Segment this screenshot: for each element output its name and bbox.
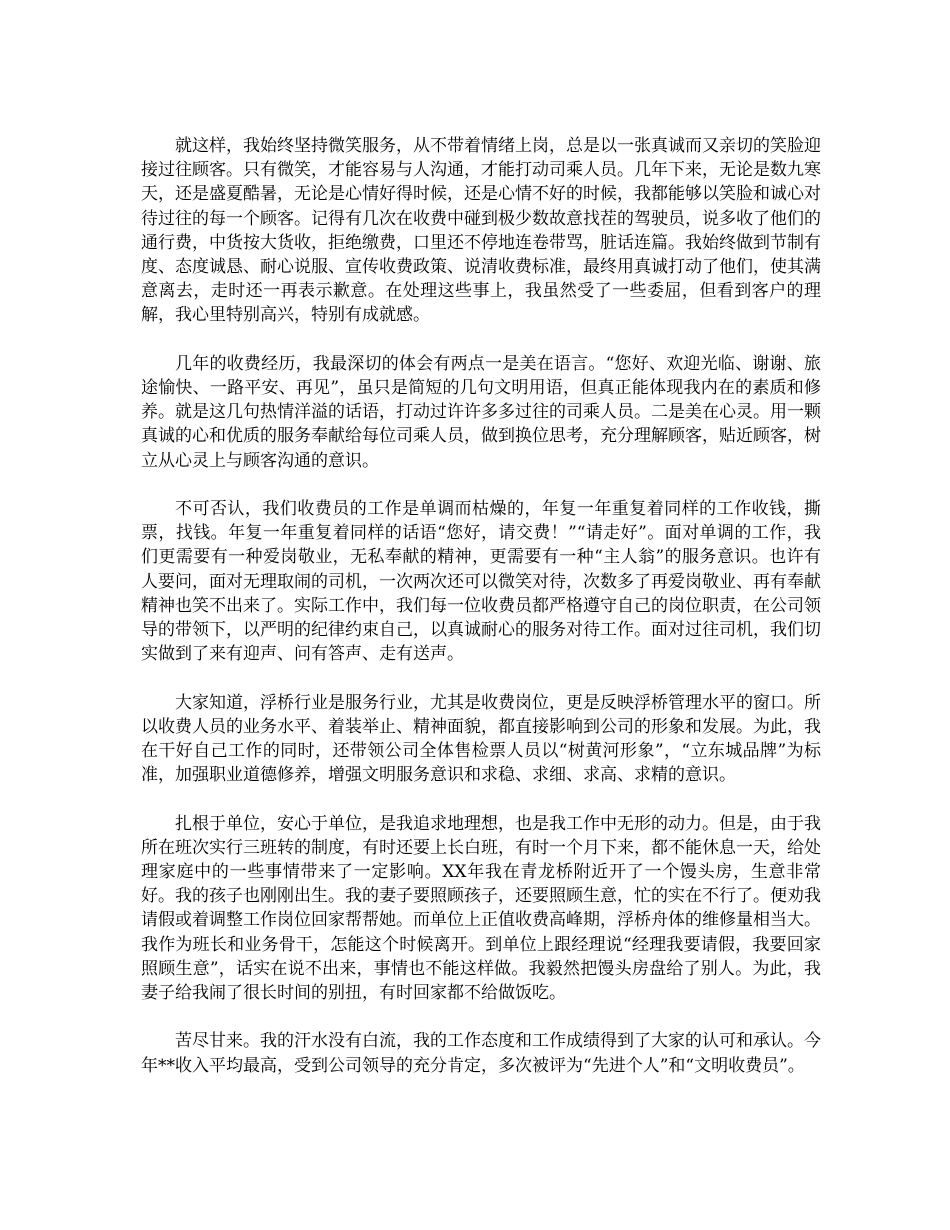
paragraph-smile-service: 就这样，我始终坚持微笑服务，从不带着情绪上岗，总是以一张真诚而又亲切的笑脸迎接过往顾客。只有微笑，才能容易与人沟通，才能打动司乘人员。几年下来，无论是数九寒天，还是盛夏酷暑，无论是心情好得时候，还是心情不好的时候，我都能够以笑脸和诚心对待过往的每一个顾客。记得有几次在收费中碰到极少数故意找茬的驾驶员，说多收了他们的通行费，中货按大货收，拒绝缴费，口里还不停地连卷带骂，脏话连篇。我始终做到节制有度、态度诚恳、耐心说服、宣传收费政策、说清收费标准，最终用真诚打动了他们，使其满意离去，走时还一再表示歉意。在处理这些事上，我虽然受了一些委屈，但看到客户的理解，我心里特别高兴，特别有成就感。 (141, 136, 821, 326)
paragraph-dedication: 不可否认，我们收费员的工作是单调而枯燥的，年复一年重复着同样的工作收钱，撕票，找钱。年复一年重复着同样的话语“您好，请交费！”“请走好”。面对单调的工作，我们更需要有一种爱岗敬业，无私奉献的精神，更需要有一种“主人翁”的服务意识。也许有人要问，面对无理取闹的司机，一次两次还可以微笑对待，次数多了再爱岗敬业、再有奉献精神也笑不出来了。实际工作中，我们每一位收费员都严格遵守自己的岗位职责，在公司领导的带领下，以严明的纪律约束自己，以真诚耐心的服务对待工作。面对过往司机，我们切实做到了来有迎声、问有答声、走有送声。 (141, 499, 821, 665)
paragraph-service-industry: 大家知道，浮桥行业是服务行业，尤其是收费岗位，更是反映浮桥管理水平的窗口。所以收费人员的业务水平、着装举止、精神面貌，都直接影响到公司的形象和发展。为此，我在干好自己工作的同时，还带领公司全体售检票人员以“树黄河形象”，“立东城品牌”为标准，加强职业道德修养，增强文明服务意识和求稳、求细、求高、求精的意识。 (141, 692, 821, 786)
document-body (141, 134, 821, 1102)
paragraph-recognition: 苦尽甘来。我的汗水没有白流，我的工作态度和工作成绩得到了大家的认可和承认。今年**收入平均最高，受到公司领导的充分肯定，多次被评为“先进个人”和“文明收费员”。 (141, 1031, 821, 1076)
paragraph-beauty-language-heart: 几年的收费经历，我最深切的体会有两点一是美在语言。“您好、欢迎光临、谢谢、旅途愉快、一路平安、再见”，虽只是简短的几句文明用语，但真正能体现我内在的素质和修养。就是这几句热情洋溢的话语，打动过许许多多过往的司乘人员。二是美在心灵。用一颗真诚的心和优质的服务奉献给每位司乘人员，做到换位思考，充分理解顾客，贴近顾客，树立从心灵上与顾客沟通的意识。 (141, 353, 821, 471)
paragraph-family-sacrifice: 扎根于单位，安心于单位，是我追求地理想，也是我工作中无形的动力。但是，由于我所在班次实行三班转的制度，有时还要上长白班，有时一个月下来，都不能休息一天，给处理家庭中的一些事情带来了一定影响。XX年我在青龙桥附近开了一个馒头房，生意非常好。我的孩子也刚刚出生。我的妻子要照顾孩子，还要照顾生意，忙的实在不行了。便劝我请假或着调整工作岗位回家帮帮她。而单位上正值收费高峰期，浮桥舟体的维修量相当大。我作为班长和业务骨干，怎能这个时候离开。到单位上跟经理说“经理我要请假，我要回家照顾生意”，话实在说不出来，事情也不能这样做。我毅然把馒头房盘给了别人。为此，我妻子给我闹了很长时间的别扭，有时回家都不给做饭吃。 (141, 813, 821, 1004)
